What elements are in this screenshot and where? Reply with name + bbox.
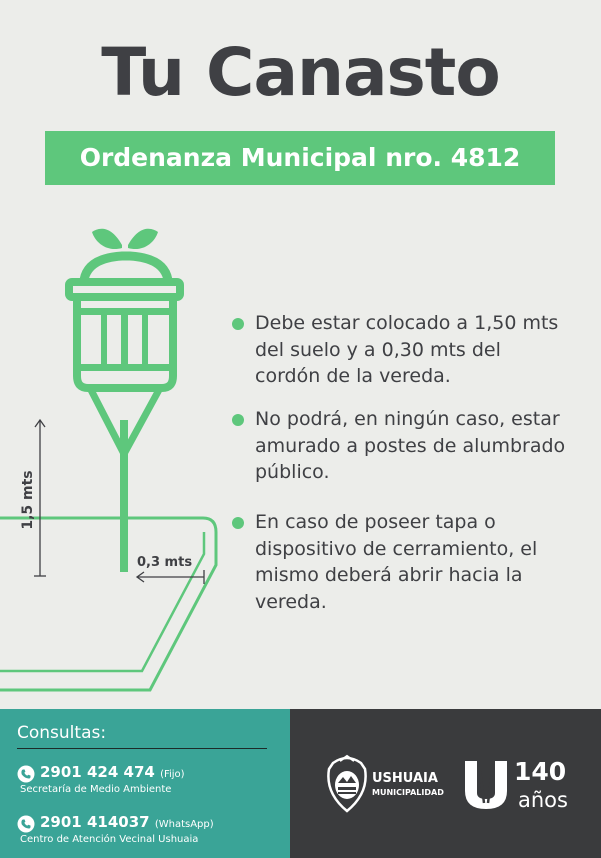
- page-title: Tu Canasto: [101, 34, 500, 111]
- sidewalk-outline: [0, 518, 216, 690]
- logo-panel: [290, 709, 601, 858]
- ordinance-banner: [45, 131, 555, 185]
- post: [120, 420, 128, 572]
- contact-heading: Consultas:: [17, 723, 107, 743]
- anniversary-word: años: [518, 788, 568, 812]
- basket-slat: [101, 315, 107, 365]
- phone-number: 2901 424 474 (Fijo): [40, 763, 185, 781]
- contact-panel: [0, 709, 290, 858]
- leaf-right-icon: [128, 229, 158, 249]
- rule-item-height: [232, 310, 572, 390]
- phone-icon: [17, 765, 35, 783]
- basket-band-top: [77, 308, 173, 315]
- contact-divider: [17, 748, 267, 749]
- distance-label: 0,3 mts: [137, 555, 193, 570]
- contact-description: Secretaría de Medio Ambiente: [20, 784, 172, 795]
- rule-item-lid: [232, 509, 572, 615]
- ushuaia-u-logo-icon: [462, 759, 510, 811]
- phone-tag: (WhatsApp): [154, 819, 214, 830]
- basket-band-bottom: [77, 364, 173, 371]
- phone-tag: (Fijo): [160, 769, 185, 780]
- height-label: 1,5 mts: [20, 470, 36, 530]
- municipality-subtitle: MUNICIPALIDAD: [372, 788, 444, 797]
- sidewalk-edge: [0, 532, 204, 671]
- municipality-crest-icon: [325, 753, 369, 815]
- rule-text: En caso de poseer tapa o dispositivo de cerramiento, el mismo deberá abrir hacia la vereda.: [255, 511, 538, 613]
- contact-description: Centro de Atención Vecinal Ushuaia: [20, 834, 199, 845]
- canasto-illustration: [0, 220, 240, 700]
- phone-icon: [17, 815, 35, 833]
- bullet-dot-icon: [232, 517, 244, 529]
- basket-slat: [142, 315, 148, 365]
- bullet-dot-icon: [232, 318, 244, 330]
- basket-slat: [121, 315, 128, 365]
- phone-number: 2901 414037 (WhatsApp): [40, 813, 214, 831]
- municipality-name: USHUAIA: [372, 771, 438, 786]
- rule-text: Debe estar colocado a 1,50 mts del suelo y a 0,30 mts del cordón de la vereda.: [255, 312, 559, 387]
- bullet-dot-icon: [232, 414, 244, 426]
- ordinance-text: Ordenanza Municipal nro. 4812: [79, 143, 521, 172]
- basket-lid: [84, 256, 168, 280]
- rule-item-posts: [232, 406, 572, 486]
- anniversary-number: 140: [514, 757, 567, 786]
- leaf-left-icon: [92, 229, 122, 249]
- rule-text: No podrá, en ningún caso, estar amurado a postes de alumbrado público.: [255, 408, 566, 483]
